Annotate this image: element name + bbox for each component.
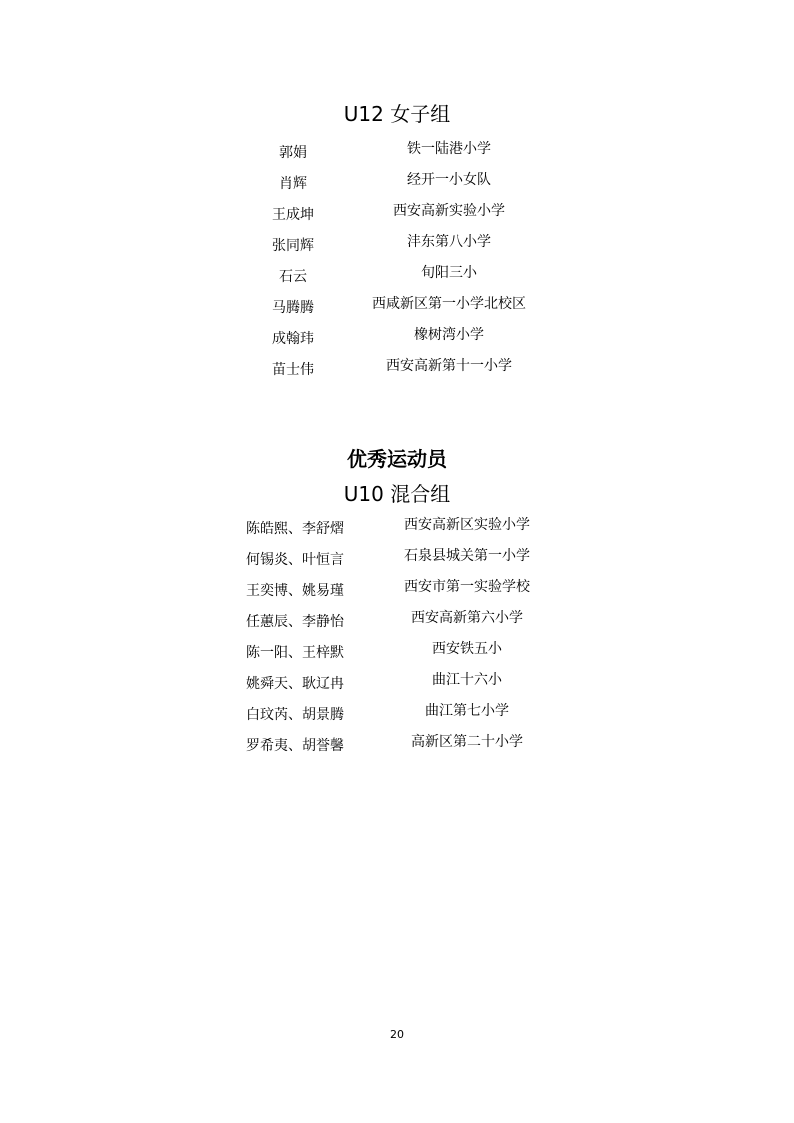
section-heading-u12: U12 女子组 [343, 102, 451, 126]
school-name: 高新区第二十小学 [411, 734, 523, 750]
school-name: 沣东第八小学 [407, 234, 491, 250]
coach-name: 马腾腾 [272, 300, 314, 316]
athlete-names: 陈皓熙、李舒熠 [246, 521, 344, 537]
coach-name: 郭娟 [279, 145, 307, 161]
page-number: 20 [390, 1028, 404, 1041]
school-name: 西安高新第六小学 [411, 610, 523, 626]
athlete-names: 陈一阳、王梓默 [246, 645, 344, 661]
coach-name: 王成坤 [272, 207, 314, 223]
school-name: 西安高新第十一小学 [386, 358, 512, 374]
coach-name: 肖辉 [279, 176, 307, 192]
award-title: 优秀运动员 [347, 447, 447, 471]
school-name: 西安铁五小 [432, 641, 502, 657]
athlete-names: 罗希夷、胡誉馨 [246, 738, 344, 754]
athlete-names: 何锡炎、叶恒言 [246, 552, 344, 568]
school-name: 曲江十六小 [432, 672, 502, 688]
athlete-names: 王奕博、姚易瑾 [246, 583, 344, 599]
coach-name: 石云 [279, 269, 307, 285]
athlete-names: 姚舜天、耿辽冉 [246, 676, 344, 692]
coach-name: 张同辉 [272, 238, 314, 254]
school-name: 曲江第七小学 [425, 703, 509, 719]
school-name: 西安高新区实验小学 [404, 517, 530, 533]
school-name: 石泉县城关第一小学 [404, 548, 530, 564]
school-name: 经开一小女队 [407, 172, 491, 188]
school-name: 旬阳三小 [421, 265, 477, 281]
coach-name: 成翰玮 [272, 331, 314, 347]
coach-name: 苗士伟 [272, 362, 314, 378]
school-name: 西安高新实验小学 [393, 203, 505, 219]
section-heading-u10: U10 混合组 [343, 482, 451, 506]
school-name: 铁一陆港小学 [407, 141, 491, 157]
school-name: 西咸新区第一小学北校区 [372, 296, 526, 312]
school-name: 西安市第一实验学校 [404, 579, 530, 595]
athlete-names: 白玟芮、胡景腾 [246, 707, 344, 723]
school-name: 橡树湾小学 [414, 327, 484, 343]
athlete-names: 任蕙辰、李静怡 [246, 614, 344, 630]
